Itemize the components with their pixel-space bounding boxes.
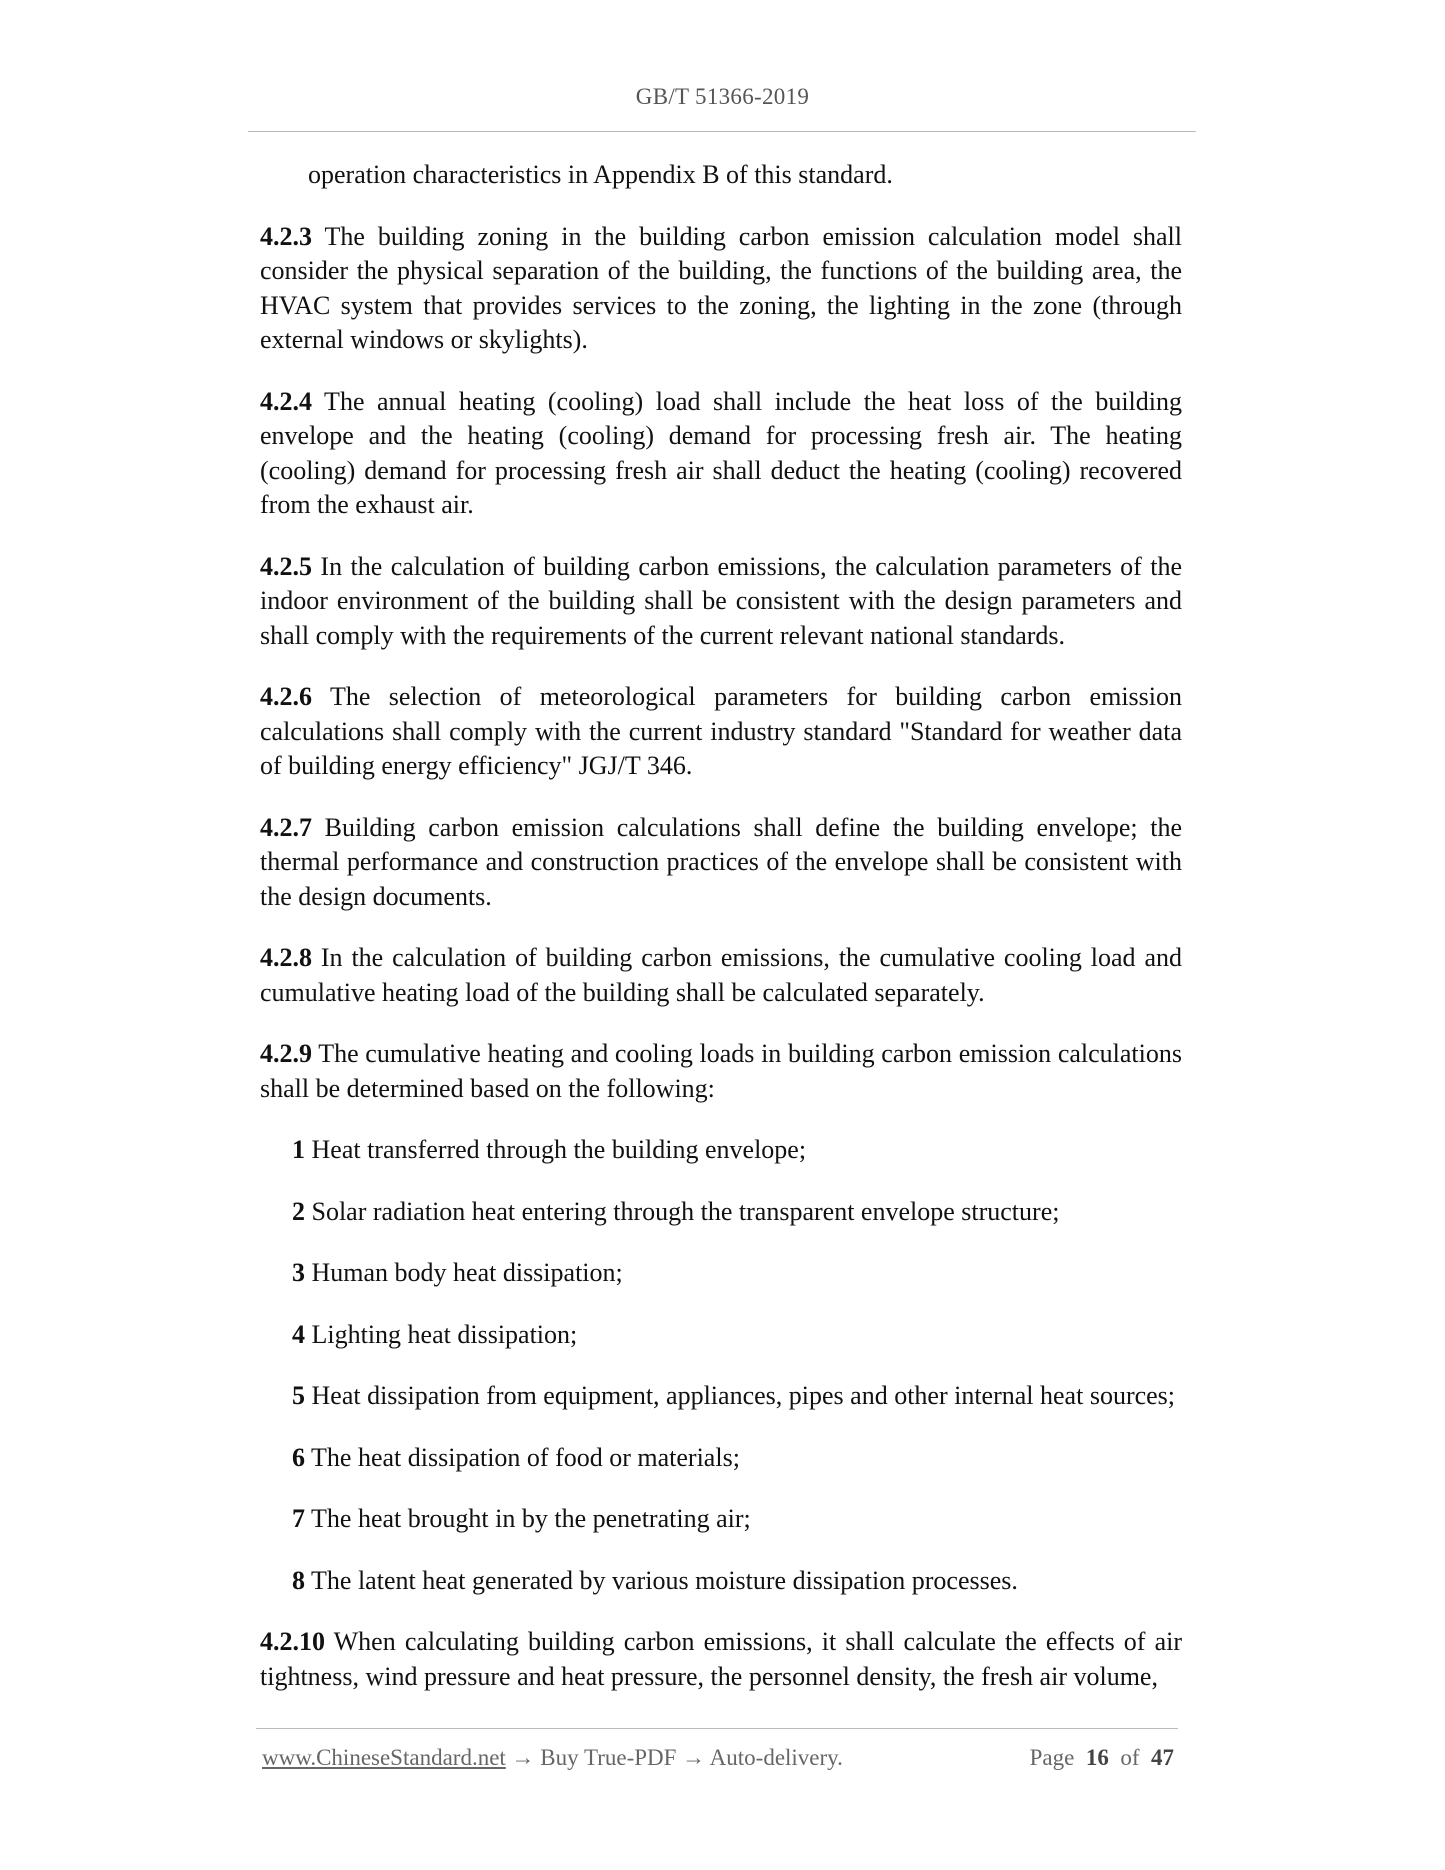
section-number: 4.2.3 <box>260 221 312 251</box>
section-text: The cumulative heating and cooling loads in building carbon emission calculations shall be determined based on the following: <box>260 1039 1182 1103</box>
list-item <box>260 1379 1182 1414</box>
list-item-text: Solar radiation heat entering through the transparent envelope structure; <box>305 1196 1060 1226</box>
list-item <box>260 1441 1182 1476</box>
intro-paragraph: operation characteristics in Appendix B of this standard. <box>308 160 893 189</box>
section-number: 4.2.8 <box>260 943 312 972</box>
page-header-title: GB/T 51366-2019 <box>635 84 810 109</box>
section-number: 4.2.9 <box>260 1039 312 1068</box>
section-number: 4.2.4 <box>260 386 312 416</box>
document-body <box>260 158 1182 1721</box>
list-item-number: 1 <box>292 1135 305 1164</box>
list-item-number: 6 <box>292 1442 305 1472</box>
list-item <box>260 1564 1182 1599</box>
list-item-number: 2 <box>292 1196 305 1226</box>
list-item <box>260 1318 1182 1353</box>
section-text: In the calculation of building carbon emissions, the calculation parameters of the indoor environment of the building shall be consistent with the design parameters and shall comply with the requirements of the current relevant national standards. <box>260 551 1182 650</box>
page-indicator <box>1030 1745 1174 1771</box>
section-4-2-9 <box>260 1037 1182 1106</box>
current-page-number: 16 <box>1085 1745 1109 1770</box>
list-item-text: The heat dissipation of food or materials; <box>305 1442 740 1472</box>
list-item-number: 4 <box>292 1319 305 1349</box>
list-item <box>260 1195 1182 1230</box>
list-item <box>260 1502 1182 1537</box>
section-number: 4.2.10 <box>260 1627 325 1656</box>
page-of-label: of <box>1120 1745 1140 1770</box>
list-item-text: The latent heat generated by various moisture dissipation processes. <box>305 1565 1018 1595</box>
section-4-2-7 <box>260 811 1182 915</box>
section-4-2-10 <box>260 1625 1182 1694</box>
total-pages-number: 47 <box>1151 1745 1174 1770</box>
list-item-text: Human body heat dissipation; <box>305 1258 623 1287</box>
section-text: The selection of meteorological parameters for building carbon emission calculations shall comply with the current industry standard "Standard for weather data of building energy efficiency" JGJ/T 346. <box>260 682 1182 780</box>
list-item-number: 3 <box>292 1258 305 1287</box>
list-item-number: 8 <box>292 1565 305 1595</box>
footer-promo-text: → Buy True-PDF → Auto-delivery. <box>505 1745 843 1770</box>
list-item <box>260 1256 1182 1291</box>
section-4-2-8 <box>260 941 1182 1010</box>
section-text: The building zoning in the building carbon emission calculation model shall consider the physical separation of the building, the functions of the building area, the HVAC system that provides services to the zoning, the lighting in the zone (through external windows or skylights). <box>260 221 1182 354</box>
section-4-2-3 <box>260 220 1182 358</box>
section-4-2-6 <box>260 680 1182 784</box>
section-text: Building carbon emission calculations shall define the building envelope; the thermal performance and construction practices of the envelope shall be consistent with the design documents. <box>260 812 1182 911</box>
list-item-number: 5 <box>292 1381 305 1410</box>
list-item-text: Heat dissipation from equipment, appliances, pipes and other internal heat sources; <box>305 1381 1176 1410</box>
section-number: 4.2.5 <box>260 551 312 581</box>
list-item-number: 7 <box>292 1504 305 1533</box>
page-label: Page <box>1029 1745 1075 1770</box>
list-item-text: The heat brought in by the penetrating air; <box>305 1504 751 1533</box>
section-number: 4.2.6 <box>260 682 312 711</box>
section-text: In the calculation of building carbon emissions, the cumulative cooling load and cumulative heating load of the building shall be calculated separately. <box>260 943 1182 1007</box>
list-item <box>260 1133 1182 1168</box>
footer-promo <box>262 1745 843 1771</box>
header-divider <box>248 131 1196 132</box>
website-link[interactable]: www.ChineseStandard.net <box>262 1745 506 1770</box>
section-number: 4.2.7 <box>260 812 312 842</box>
list-item-text: Lighting heat dissipation; <box>305 1319 578 1349</box>
section-text: The annual heating (cooling) load shall include the heat loss of the building envelope and the heating (cooling) demand for processing fresh air. The heating (cooling) demand for processing fresh air shall deduct the heating (cooling) recovered from the exhaust air. <box>260 386 1182 519</box>
section-4-2-4 <box>260 385 1182 523</box>
list-item-text: Heat transferred through the building envelope; <box>305 1135 807 1164</box>
section-text: When calculating building carbon emissions, it shall calculate the effects of air tightness, wind pressure and heat pressure, the personnel density, the fresh air volume, <box>260 1627 1182 1691</box>
footer-divider <box>256 1728 1178 1729</box>
section-4-2-5 <box>260 550 1182 654</box>
